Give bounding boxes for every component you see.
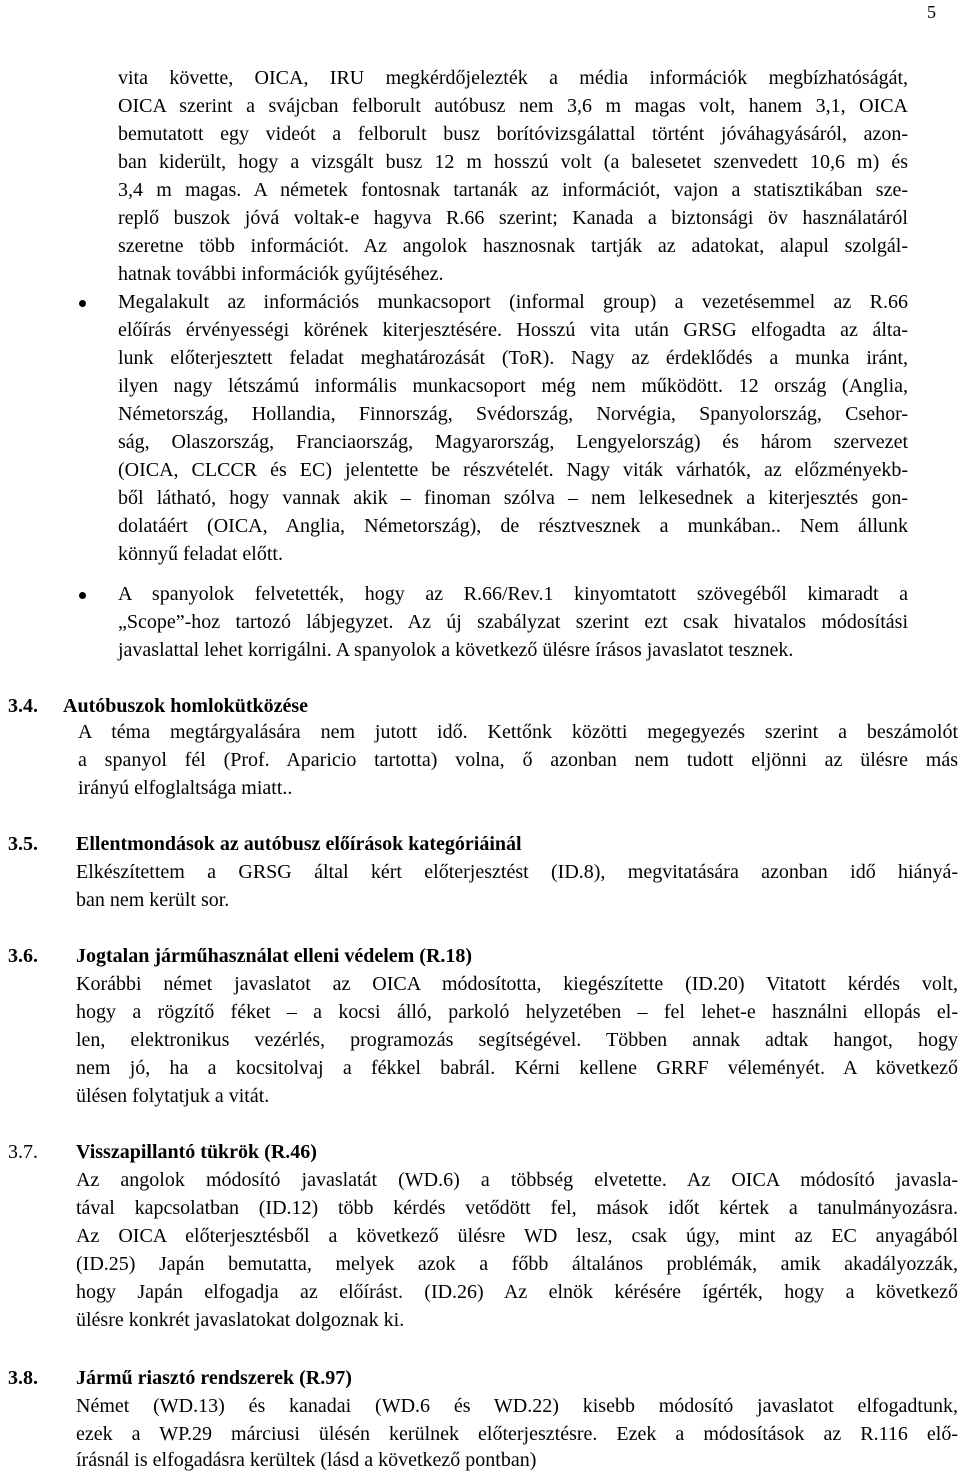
text-line: Az angolok módosító javaslatát (WD.6) a többség elvetette. Az OICA módosító javasla- [76, 1169, 958, 1191]
text-line: hogy Japán elfogadja az előírást. (ID.26) Az elnök kérésére ígérték, hogy a következő [76, 1281, 958, 1303]
text-line: Németország, Hollandia, Finnország, Svédország, Norvégia, Spanyolország, Csehor- [118, 403, 908, 425]
section-title: Visszapillantó tükrök (R.46) [76, 1141, 317, 1163]
text-line: hatnak további információk gyűjtéséhez. [118, 263, 444, 285]
text-line: hogy a rögzítő féket – a kocsi álló, parkoló helyzetében – fel lehet-e használni ellopás el- [76, 1001, 958, 1023]
text-line: OICA szerint a svájcban felborult autóbusz nem 3,6 m magas volt, hanem 3,1, OICA [118, 95, 908, 117]
section-number: 3.7. [8, 1141, 38, 1163]
text-line: ban nem került sor. [76, 889, 230, 911]
text-line: könnyű feladat előtt. [118, 543, 283, 565]
text-line: lunk előterjesztett feladat meghatározását (ToR). Nagy az érdeklődés a munka iránt, [118, 347, 908, 369]
text-line: ből látható, hogy vannak akik – finoman szólva – nem lelkesednek a kiterjesztés gon- [118, 487, 908, 509]
section-number: 3.6. [8, 945, 38, 967]
text-line: bemutatott egy videót a felborult busz borítóvizsgálattal történt jóváhagyásáról, azon- [118, 123, 908, 145]
text-line: „Scope”-hoz tartozó lábjegyzet. Az új szabályzat szerint ezt csak hivatalos módosítási [118, 611, 908, 633]
text-line: nem jó, ha a kocsitolvaj a fékkel babrál. Kérni kellene GRRF véleményét. A következő [76, 1057, 958, 1079]
text-line: dolatáért (OICA, Anglia, Németország), de résztvesznek a munkában.. Nem állunk [118, 515, 908, 537]
text-line: vita követte, OICA, IRU megkérdőjelezték a média információk megbízhatóságát, [118, 67, 908, 89]
text-line: a spanyol fél (Prof. Aparicio tartotta) volna, ő azonban nem tudott eljönni az ülésre más [78, 749, 958, 771]
text-line: Korábbi német javaslatot az OICA módosította, kiegészítette (ID.20) Vitatott kérdés volt, [76, 973, 958, 995]
section-title: Jogtalan járműhasználat elleni védelem (R.18) [76, 945, 473, 967]
text-line: replő buszok jóvá voltak-e hagyva R.66 szerint; Kanada a biztonsági öv használatáról [118, 207, 908, 229]
text-line: szeretne több információt. Az angolok hasznosnak tartják az adatokat, alapul szolgál- [118, 235, 908, 257]
text-line: len, elektronikus vezérlés, programozás segítségével. Többen annak adtak hangot, hogy [76, 1029, 958, 1051]
text-line: 3,4 m magas. A németek fontosnak tartanák az információt, vajon a statisztikában sze- [118, 179, 908, 201]
bullet-icon [79, 300, 86, 307]
page-number: 5 [927, 2, 936, 22]
text-line: ülésen folytatjuk a vitát. [76, 1085, 270, 1107]
section-number: 3.4. [8, 695, 38, 717]
section-number: 3.5. [8, 833, 38, 855]
text-line: Az OICA előterjesztésből a következő ülésre WD lesz, csak úgy, mint az EC anyagából [76, 1225, 958, 1247]
text-line: (OICA, CLCCR és EC) jelentette be részvételét. Nagy viták várhatók, az előzményekb- [118, 459, 908, 481]
text-line: Elkészítettem a GRSG által kért előterjesztést (ID.8), megvitatására azonban idő hiányá- [76, 861, 958, 883]
text-line: A téma megtárgyalására nem jutott idő. Kettőnk közötti megegyezés szerint a beszámolót [78, 721, 958, 743]
text-line: ülésre konkrét javaslatokat dolgoznak ki. [76, 1309, 405, 1331]
text-line: írásnál is elfogadásra kerültek (lásd a következő pontban) [76, 1449, 537, 1471]
text-line: ilyen nagy létszámú informális munkacsoport még nem működött. 12 ország (Anglia, [118, 375, 908, 397]
text-line: Német (WD.13) és kanadai (WD.6 és WD.22) kisebb módosító javaslatot elfogadtunk, [76, 1395, 958, 1417]
section-title: Jármű riasztó rendszerek (R.97) [76, 1367, 352, 1389]
text-line: Megalakult az információs munkacsoport (informal group) a vezetésemmel az R.66 [118, 291, 908, 313]
text-line: ezek a WP.29 márciusi ülésén kerülnek előterjesztésre. Ezek a módosítások az R.116 elő- [76, 1423, 958, 1445]
section-title: Autóbuszok homlokütközése [63, 695, 309, 717]
text-line: A spanyolok felvetették, hogy az R.66/Rev.1 kinyomtatott szövegéből kimaradt a [118, 583, 908, 605]
section-number: 3.8. [8, 1367, 38, 1389]
text-line: ság, Olaszország, Franciaország, Magyarország, Lengyelország) és három szervezet [118, 431, 908, 453]
text-line: előírás érvényességi körének kiterjesztésére. Hosszú vita után GRSG elfogadta az álta- [118, 319, 908, 341]
text-line: tával kapcsolatban (ID.12) több kérdés vetődött fel, mások időt kértek a tanulmányozásra. [76, 1197, 958, 1219]
text-line: (ID.25) Japán bemutatta, melyek azok a főbb általános problémák, amik akadályozzák, [76, 1253, 958, 1275]
section-title: Ellentmondások az autóbusz előírások kategóriáinál [76, 833, 522, 855]
text-line: ban kiderült, hogy a vizsgált busz 12 m hosszú volt (a balesetet szenvedett 10,6 m) és [118, 151, 908, 173]
text-line: javaslattal lehet korrigálni. A spanyolok a következő ülésre írásos javaslatot tesznek. [118, 639, 794, 661]
text-line: irányú elfoglaltsága miatt.. [78, 777, 293, 799]
bullet-icon [79, 592, 86, 599]
